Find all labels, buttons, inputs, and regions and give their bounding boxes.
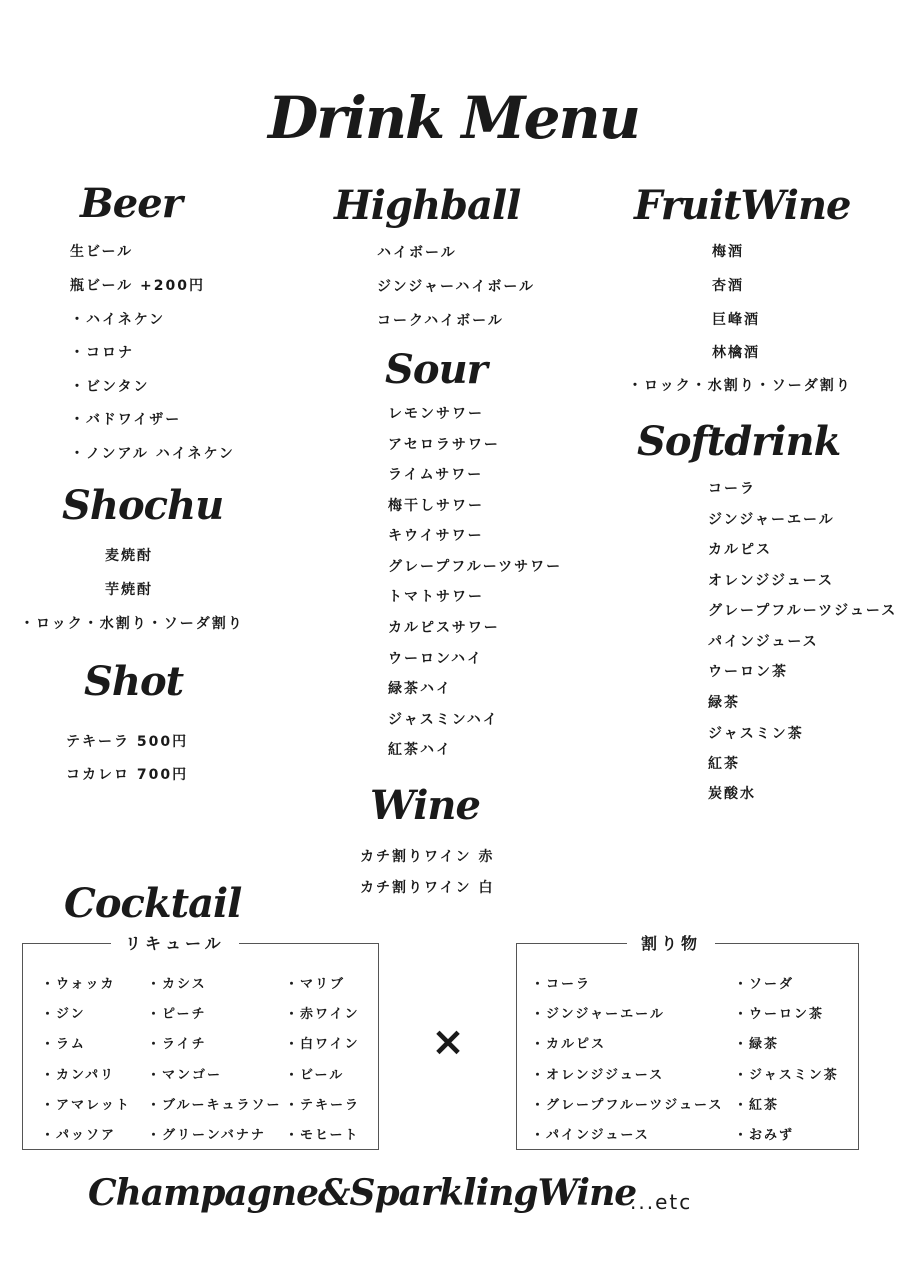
mixer-item: ・オレンジジュース <box>531 1068 665 1083</box>
sour-item: ジャスミンハイ <box>388 712 499 728</box>
beer-item: ・ハイネケン <box>70 312 166 328</box>
softdrink-item: 紅茶 <box>708 756 740 772</box>
shot-heading: Shot <box>84 658 184 705</box>
sour-item: カルピスサワー <box>388 620 500 636</box>
shochu-item: 麦焼酎 <box>105 548 153 564</box>
mixer-item: ・カルピス <box>531 1037 607 1052</box>
beer-item: 生ビール <box>70 244 134 260</box>
fruitwine-item: 巨峰酒 <box>712 312 760 328</box>
beer-item: ・バドワイザー <box>70 412 182 428</box>
softdrink-heading: Softdrink <box>637 418 841 465</box>
fruitwine-styles: ・ロック・水割り・ソーダ割り <box>628 378 852 394</box>
sour-item: アセロラサワー <box>388 437 500 453</box>
softdrink-item: カルピス <box>708 542 772 558</box>
mixer-box <box>516 934 859 1150</box>
beer-item: 瓶ビール +200円 <box>70 278 205 294</box>
softdrink-item: コーラ <box>708 481 756 497</box>
mixer-item: ・ジンジャーエール <box>531 1007 665 1022</box>
liqueur-item: ・白ワイン <box>285 1037 360 1052</box>
liqueur-box <box>22 934 379 1150</box>
shochu-item: 芋焼酎 <box>105 582 153 598</box>
beer-item: ・ビンタン <box>70 379 150 395</box>
etc-text: ...etc <box>630 1190 693 1214</box>
liqueur-item: ・ジン <box>41 1007 86 1022</box>
softdrink-item: ウーロン茶 <box>708 664 788 680</box>
liqueur-item: ・ピーチ <box>147 1007 207 1022</box>
shot-item: コカレロ 700円 <box>66 767 189 783</box>
liqueur-item: ・パッソア <box>41 1128 117 1143</box>
liqueur-item: ・ウォッカ <box>41 977 116 992</box>
beer-item: ・ノンアル ハイネケン <box>70 446 235 462</box>
liqueur-item: ・ビール <box>285 1068 345 1083</box>
shot-item: テキーラ 500円 <box>66 734 189 750</box>
mixer-item: ・緑茶 <box>734 1037 780 1052</box>
sour-item: レモンサワー <box>388 406 484 422</box>
mixer-item: ・紅茶 <box>734 1098 780 1113</box>
liqueur-item: ・マンゴー <box>147 1068 223 1083</box>
wine-heading: Wine <box>370 782 480 829</box>
mixer-item: ・おみず <box>734 1128 795 1143</box>
cross-symbol: × <box>431 1019 465 1065</box>
sour-item: ライムサワー <box>388 467 484 483</box>
mixer-item: ・ソーダ <box>734 977 795 992</box>
mixer-title: 割り物 <box>627 931 715 954</box>
fruitwine-item: 梅酒 <box>712 244 744 260</box>
sour-item: キウイサワー <box>388 528 484 544</box>
softdrink-item: パインジュース <box>708 634 819 650</box>
highball-item: コークハイボール <box>377 313 504 329</box>
highball-heading: Highball <box>334 182 521 229</box>
wine-item: カチ割りワイン 赤 <box>360 849 495 865</box>
wine-item: カチ割りワイン 白 <box>360 880 495 896</box>
sour-item: 緑茶ハイ <box>388 681 452 697</box>
mixer-item: ・ウーロン茶 <box>734 1007 825 1022</box>
liqueur-item: ・赤ワイン <box>285 1007 360 1022</box>
softdrink-item: ジャスミン茶 <box>708 726 804 742</box>
highball-item: ジンジャーハイボール <box>377 279 536 295</box>
champagne-heading: Champagne&SparklingWine <box>88 1172 637 1214</box>
fruitwine-item: 林檎酒 <box>712 345 760 361</box>
softdrink-item: グレープフルーツジュース <box>708 603 898 619</box>
liqueur-item: ・ブルーキュラソー <box>147 1098 282 1113</box>
liqueur-item: ・モヒート <box>285 1128 360 1143</box>
menu-title: Drink Menu <box>268 84 639 152</box>
softdrink-item: ジンジャーエール <box>708 512 835 528</box>
softdrink-item: 炭酸水 <box>708 786 756 802</box>
cocktail-heading: Cocktail <box>64 880 242 927</box>
liqueur-item: ・テキーラ <box>285 1098 361 1113</box>
liqueur-item: ・マリブ <box>285 977 346 992</box>
mixer-item: ・ジャスミン茶 <box>734 1068 839 1083</box>
sour-item: トマトサワー <box>388 589 484 605</box>
sour-item: 梅干しサワー <box>388 498 484 514</box>
sour-heading: Sour <box>385 346 487 393</box>
liqueur-item: ・グリーンバナナ <box>147 1128 266 1143</box>
shochu-styles: ・ロック・水割り・ソーダ割り <box>20 616 244 632</box>
liqueur-item: ・ライチ <box>147 1037 207 1052</box>
softdrink-item: 緑茶 <box>708 695 740 711</box>
liqueur-title: リキュール <box>111 931 239 954</box>
sour-item: ウーロンハイ <box>388 651 484 667</box>
mixer-item: ・コーラ <box>531 977 592 992</box>
softdrink-item: オレンジジュース <box>708 573 834 589</box>
beer-item: ・コロナ <box>70 345 134 361</box>
beer-heading: Beer <box>80 180 182 227</box>
shochu-heading: Shochu <box>62 482 224 529</box>
liqueur-item: ・ラム <box>41 1037 86 1052</box>
liqueur-item: ・カンパリ <box>41 1068 116 1083</box>
fruitwine-item: 杏酒 <box>712 278 744 294</box>
liqueur-item: ・アマレット <box>41 1098 131 1113</box>
sour-item: 紅茶ハイ <box>388 742 452 758</box>
fruitwine-heading: FruitWine <box>634 182 851 229</box>
sour-item: グレープフルーツサワー <box>388 559 563 575</box>
mixer-item: ・パインジュース <box>531 1128 650 1143</box>
liqueur-item: ・カシス <box>147 977 207 992</box>
highball-item: ハイボール <box>377 245 457 261</box>
mixer-item: ・グレープフルーツジュース <box>531 1098 724 1113</box>
